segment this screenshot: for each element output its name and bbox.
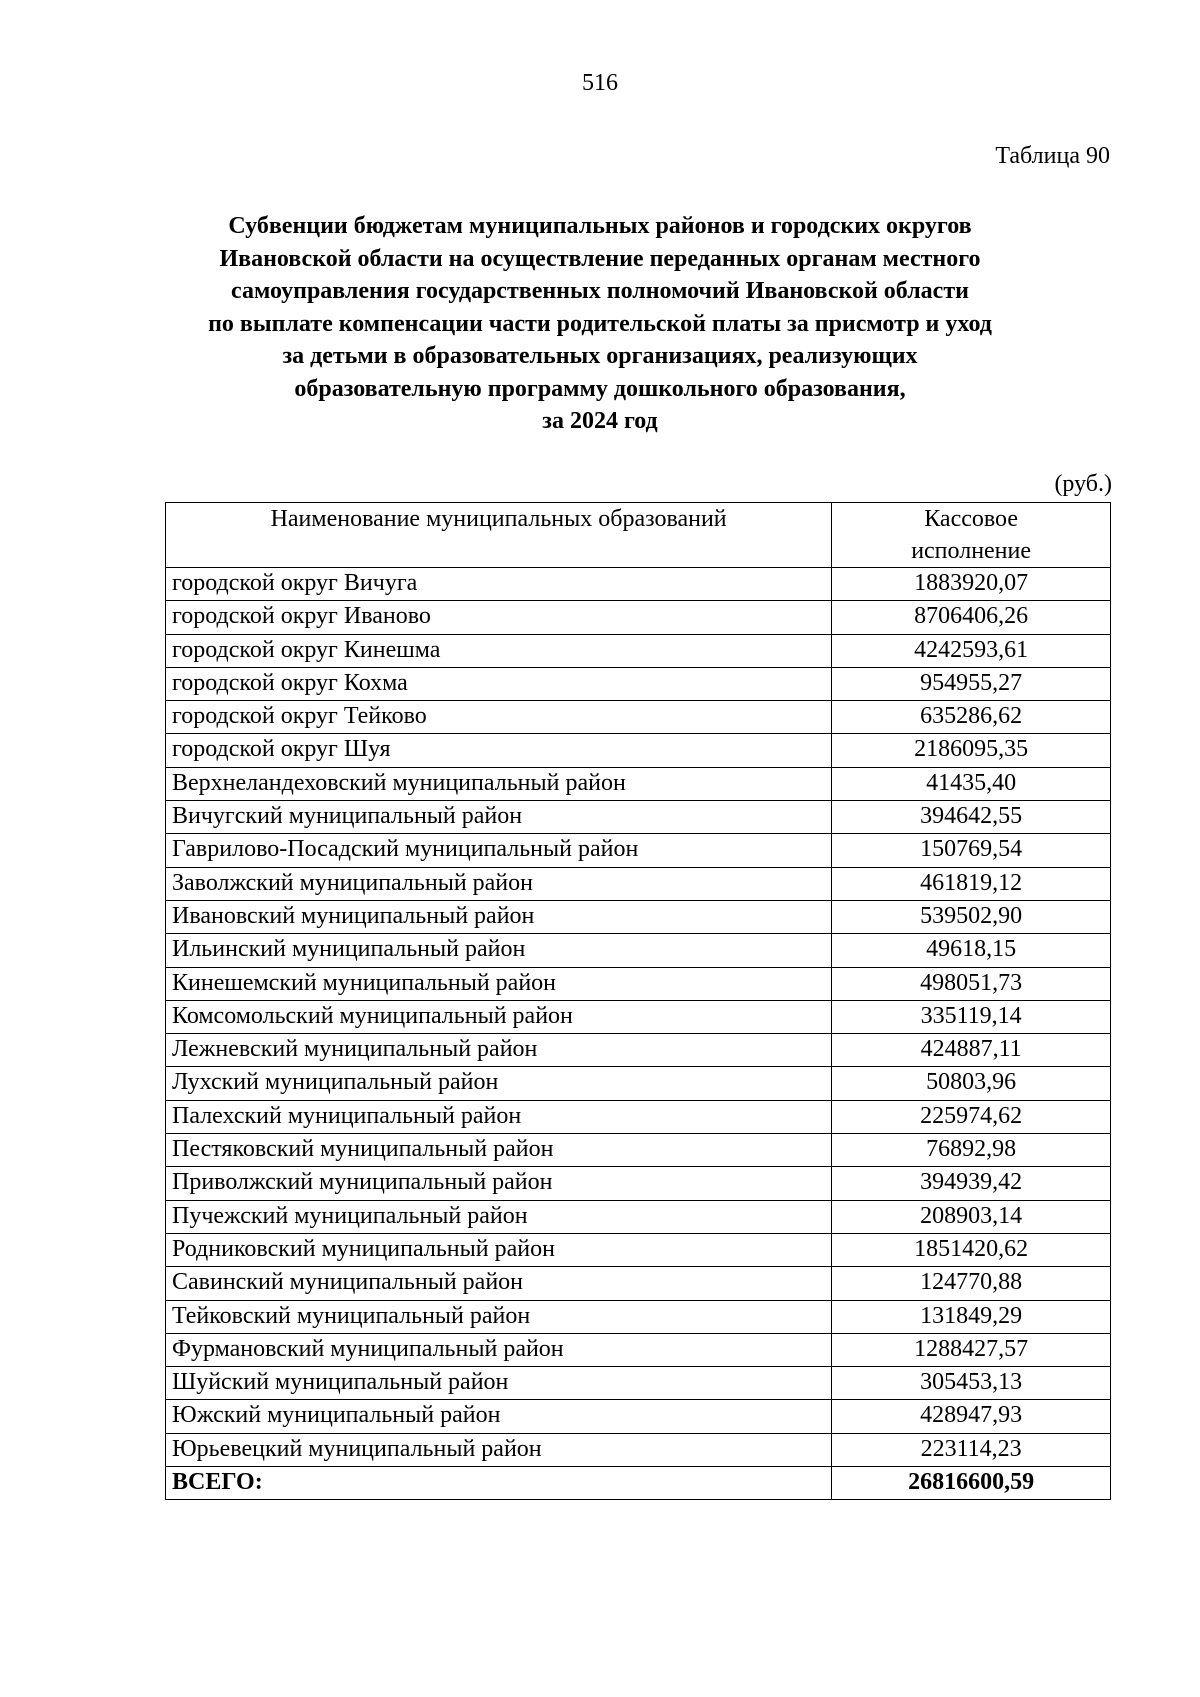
municipality-name: Родниковский муниципальный район — [166, 1233, 832, 1266]
cash-execution-value: 4242593,61 — [832, 634, 1111, 667]
total-label: ВСЕГО: — [166, 1467, 832, 1500]
table-row — [166, 867, 1111, 900]
municipality-name: Вичугский муниципальный район — [166, 801, 832, 834]
cash-execution-value: 2186095,35 — [832, 734, 1111, 767]
table-row — [166, 701, 1111, 734]
table-row — [166, 1100, 1111, 1133]
table-row — [166, 967, 1111, 1000]
municipality-name: Юрьевецкий муниципальный район — [166, 1433, 832, 1466]
table-row — [166, 1233, 1111, 1266]
title-line: Субвенции бюджетам муниципальных районов и городских округов — [228, 213, 972, 239]
municipality-name: городской округ Вичуга — [166, 568, 832, 601]
municipality-name: Южский муниципальный район — [166, 1400, 832, 1433]
cash-execution-value: 208903,14 — [832, 1200, 1111, 1233]
table-row — [166, 801, 1111, 834]
municipality-name: Верхнеландеховский муниципальный район — [166, 767, 832, 800]
cash-execution-value: 225974,62 — [832, 1100, 1111, 1133]
header-cash-execution-line1: Кассовое — [924, 506, 1018, 532]
cash-execution-value: 461819,12 — [832, 867, 1111, 900]
cash-execution-value: 131849,29 — [832, 1300, 1111, 1333]
table-row — [166, 1367, 1111, 1400]
table-row — [166, 934, 1111, 967]
page-number: 516 — [582, 70, 618, 96]
title-line: образовательную программу дошкольного образования, — [294, 375, 906, 402]
table-body — [166, 568, 1111, 1467]
municipality-name: Палехский муниципальный район — [166, 1100, 832, 1133]
cash-execution-value: 424887,11 — [832, 1034, 1111, 1067]
municipality-name: Приволжский муниципальный район — [166, 1167, 832, 1200]
cash-execution-value: 954955,27 — [832, 667, 1111, 700]
cash-execution-value: 394642,55 — [832, 801, 1111, 834]
table-row — [166, 1200, 1111, 1233]
municipality-name: городской округ Иваново — [166, 601, 832, 634]
cash-execution-value: 1288427,57 — [832, 1333, 1111, 1366]
cash-execution-value: 539502,90 — [832, 900, 1111, 933]
cash-execution-value: 498051,73 — [832, 967, 1111, 1000]
cash-execution-value: 1883920,07 — [832, 568, 1111, 601]
municipality-name: Гаврилово-Посадский муниципальный район — [166, 834, 832, 867]
municipality-name: городской округ Тейково — [166, 701, 832, 734]
table-row — [166, 1267, 1111, 1300]
title-line: за 2024 год — [542, 408, 658, 434]
cash-execution-value: 635286,62 — [832, 701, 1111, 734]
cash-execution-value: 1851420,62 — [832, 1233, 1111, 1266]
cash-execution-value: 305453,13 — [832, 1367, 1111, 1400]
municipality-name: Заволжский муниципальный район — [166, 867, 832, 900]
table-row — [166, 634, 1111, 667]
table-row — [166, 568, 1111, 601]
table-row — [166, 1167, 1111, 1200]
municipality-name: Ивановский муниципальный район — [166, 900, 832, 933]
table-row — [166, 1034, 1111, 1067]
subvention-table — [165, 502, 1111, 1500]
header-cash-execution — [832, 503, 1111, 568]
total-row — [166, 1467, 1111, 1500]
municipality-name: Савинский муниципальный район — [166, 1267, 832, 1300]
table-header-row — [166, 503, 1111, 568]
table-row — [166, 1433, 1111, 1466]
cash-execution-value: 41435,40 — [832, 767, 1111, 800]
municipality-name: Ильинский муниципальный район — [166, 934, 832, 967]
header-cash-execution-line2: исполнение — [911, 538, 1032, 564]
title-line: по выплате компенсации части родительской платы за присмотр и уход — [208, 310, 992, 337]
cash-execution-value: 150769,54 — [832, 834, 1111, 867]
table-row — [166, 1000, 1111, 1033]
header-municipality: Наименование муниципальных образований — [166, 503, 832, 568]
table-row — [166, 1333, 1111, 1366]
table-row — [166, 1067, 1111, 1100]
municipality-name: Тейковский муниципальный район — [166, 1300, 832, 1333]
document-title — [100, 210, 1100, 438]
cash-execution-value: 124770,88 — [832, 1267, 1111, 1300]
municipality-name: Шуйский муниципальный район — [166, 1367, 832, 1400]
municipality-name: городской округ Шуя — [166, 734, 832, 767]
table-row — [166, 601, 1111, 634]
municipality-name: Пучежский муниципальный район — [166, 1200, 832, 1233]
title-line: Ивановской области на осуществление переданных органам местного — [219, 245, 981, 272]
cash-execution-value: 50803,96 — [832, 1067, 1111, 1100]
total-value: 26816600,59 — [832, 1467, 1111, 1500]
cash-execution-value: 335119,14 — [832, 1000, 1111, 1033]
cash-execution-value: 49618,15 — [832, 934, 1111, 967]
table-row — [166, 1400, 1111, 1433]
municipality-name: Пестяковский муниципальный район — [166, 1134, 832, 1167]
table-row — [166, 667, 1111, 700]
units-label: (руб.) — [1054, 471, 1112, 497]
table-row — [166, 834, 1111, 867]
municipality-name: Фурмановский муниципальный район — [166, 1333, 832, 1366]
cash-execution-value: 76892,98 — [832, 1134, 1111, 1167]
municipality-name: Лежневский муниципальный район — [166, 1034, 832, 1067]
table-row — [166, 767, 1111, 800]
cash-execution-value: 223114,23 — [832, 1433, 1111, 1466]
municipality-name: городской округ Кинешма — [166, 634, 832, 667]
cash-execution-value: 394939,42 — [832, 1167, 1111, 1200]
title-line: самоуправления государственных полномочий Ивановской области — [231, 278, 969, 304]
table-row — [166, 734, 1111, 767]
cash-execution-value: 428947,93 — [832, 1400, 1111, 1433]
cash-execution-value: 8706406,26 — [832, 601, 1111, 634]
table-row — [166, 1300, 1111, 1333]
table-row — [166, 900, 1111, 933]
table-label: Таблица 90 — [995, 143, 1110, 169]
municipality-name: Кинешемский муниципальный район — [166, 967, 832, 1000]
title-line: за детьми в образовательных организациях, реализующих — [282, 343, 918, 369]
municipality-name: Лухский муниципальный район — [166, 1067, 832, 1100]
municipality-name: городской округ Кохма — [166, 667, 832, 700]
municipality-name: Комсомольский муниципальный район — [166, 1000, 832, 1033]
table-row — [166, 1134, 1111, 1167]
